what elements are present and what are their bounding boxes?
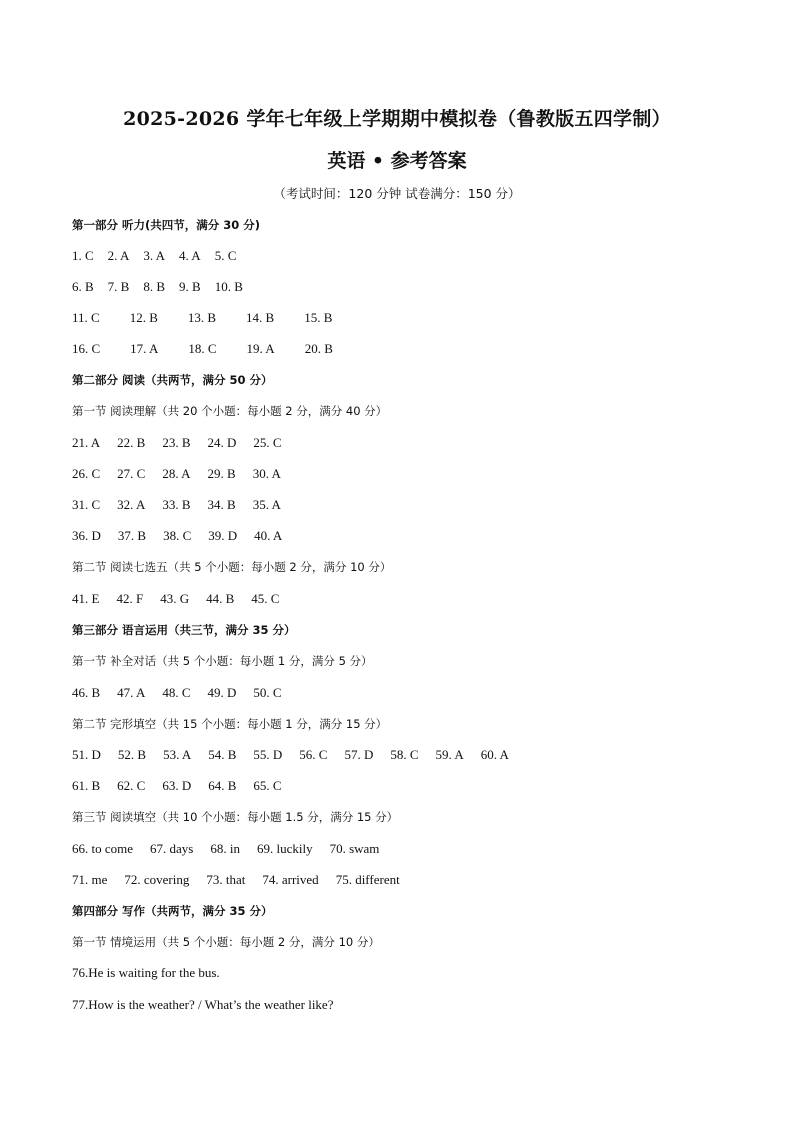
- answer-item: 10. B: [214, 279, 243, 294]
- part3-section1-heading: 第一节 补全对话（共 5 个小题：每小题 1 分，满分 5 分）: [72, 654, 373, 668]
- part2-section2-heading: 第二节 阅读七选五（共 5 个小题：每小题 2 分，满分 10 分）: [72, 560, 392, 574]
- answer-row: [72, 340, 333, 358]
- answer-item: 42. F: [116, 591, 144, 606]
- answer-item: 52. B: [117, 747, 147, 762]
- answer-row: [72, 840, 379, 858]
- part2-section1-heading: 第一节 阅读理解（共 20 个小题：每小题 2 分，满分 40 分）: [72, 404, 388, 418]
- answer-item: 48. C: [162, 685, 191, 700]
- answer-item: 3. A: [143, 248, 166, 263]
- answer-item: 20. B: [304, 341, 333, 356]
- answer-item: 73. that: [206, 872, 246, 887]
- answer-item: 26. C: [72, 466, 101, 481]
- answer-item: 30. A: [252, 466, 281, 481]
- answer-item: 11. C: [72, 310, 100, 325]
- answer-item: 63. D: [162, 778, 192, 793]
- answer-row: [72, 777, 282, 795]
- answer-item: 62. C: [117, 778, 146, 793]
- part2-heading: 第二部分 阅读（共两节，满分 50 分）: [72, 373, 273, 387]
- answer-item: 41. E: [72, 591, 100, 606]
- part3-section3-heading: 第三节 阅读填空（共 10 个小题：每小题 1.5 分，满分 15 分）: [72, 810, 399, 824]
- answer-item: 53. A: [163, 747, 192, 762]
- part4-heading: 第四部分 写作（共两节，满分 35 分）: [72, 904, 273, 918]
- part3-heading: 第三部分 语言运用（共三节，满分 35 分）: [72, 623, 296, 637]
- answer-item: 64. B: [208, 778, 237, 793]
- answer-row: [72, 465, 281, 483]
- answer-item: 56. C: [299, 747, 328, 762]
- part3-section2-heading: 第二节 完形填空（共 15 个小题：每小题 1 分，满分 15 分）: [72, 717, 388, 731]
- answer-item: 29. B: [207, 466, 236, 481]
- answer-item: 36. D: [72, 528, 101, 543]
- answer-item: 51. D: [72, 747, 101, 762]
- answer-item: 55. D: [253, 747, 283, 762]
- answer-item: 18. C: [188, 341, 217, 356]
- answer-item: 31. C: [72, 497, 101, 512]
- answer-item: 9. B: [179, 279, 201, 294]
- answer-row: [72, 434, 282, 452]
- answer-row: [72, 278, 243, 296]
- answer-77: 77.How is the weather? / What’s the weather like?: [72, 997, 334, 1012]
- answer-item: 21. A: [72, 435, 101, 450]
- answer-item: 17. A: [130, 341, 159, 356]
- answer-item: 16. C: [72, 341, 101, 356]
- answer-item: 54. B: [208, 747, 237, 762]
- answer-item: 40. A: [254, 528, 283, 543]
- document-subtitle: 英语 • 参考答案: [327, 150, 467, 172]
- answer-row: [72, 746, 509, 764]
- answer-item: 14. B: [246, 310, 275, 325]
- answer-row: [72, 309, 332, 327]
- answer-item: 7. B: [107, 279, 130, 294]
- answer-item: 24. D: [207, 435, 237, 450]
- answer-item: 60. A: [480, 747, 509, 762]
- answer-item: 1. C: [72, 248, 94, 263]
- answer-item: 15. B: [304, 310, 333, 325]
- answer-row: [72, 590, 279, 608]
- answer-item: 35. A: [252, 497, 281, 512]
- answer-row: [72, 871, 400, 889]
- part4-section1-heading: 第一节 情境运用（共 5 个小题：每小题 2 分，满分 10 分）: [72, 935, 380, 949]
- answer-item: 44. B: [206, 591, 235, 606]
- answer-item: 4. A: [179, 248, 201, 263]
- answer-row: [72, 527, 282, 545]
- answer-item: 43. G: [160, 591, 190, 606]
- answer-item: 23. B: [162, 435, 191, 450]
- answer-item: 12. B: [129, 310, 158, 325]
- answer-row: [72, 247, 236, 265]
- answer-item: 27. C: [117, 466, 146, 481]
- answer-item: 50. C: [253, 685, 282, 700]
- answer-item: 67. days: [150, 841, 194, 856]
- answer-item: 13. B: [187, 310, 217, 325]
- answer-item: 37. B: [117, 528, 147, 543]
- answer-item: 68. in: [210, 841, 240, 856]
- answer-item: 75. different: [335, 872, 400, 887]
- answer-item: 22. B: [117, 435, 146, 450]
- answer-item: 46. B: [72, 685, 101, 700]
- answer-item: 34. B: [207, 497, 236, 512]
- answer-item: 58. C: [390, 747, 419, 762]
- answer-item: 45. C: [251, 591, 280, 606]
- answer-item: 74. arrived: [262, 872, 319, 887]
- answer-item: 69. luckily: [256, 841, 313, 856]
- answer-item: 72. covering: [124, 872, 190, 887]
- document-title: 2025-2026 学年七年级上学期期中模拟卷（鲁教版五四学制）: [123, 108, 671, 130]
- answer-item: 71. me: [72, 872, 108, 887]
- answer-item: 61. B: [72, 778, 101, 793]
- answer-item: 33. B: [162, 497, 191, 512]
- answer-item: 25. C: [253, 435, 282, 450]
- answer-row: [72, 684, 282, 702]
- answer-item: 47. A: [117, 685, 146, 700]
- answer-item: 19. A: [246, 341, 275, 356]
- answer-item: 70. swam: [329, 841, 380, 856]
- answer-item: 65. C: [253, 778, 282, 793]
- answer-item: 38. C: [163, 528, 192, 543]
- answer-item: 59. A: [435, 747, 464, 762]
- answer-item: 32. A: [117, 497, 146, 512]
- answer-row: [72, 496, 281, 514]
- answer-item: 57. D: [344, 747, 374, 762]
- part1-heading: 第一部分 听力(共四节，满分 30 分): [72, 218, 261, 232]
- answer-item: 6. B: [72, 279, 94, 294]
- answer-76: 76.He is waiting for the bus.: [72, 965, 220, 980]
- answer-item: 66. to come: [72, 841, 134, 856]
- answer-item: 8. B: [143, 279, 166, 294]
- answer-item: 5. C: [214, 248, 237, 263]
- exam-info: （考试时间：120 分钟 试卷满分：150 分）: [273, 186, 521, 201]
- answer-item: 2. A: [107, 248, 130, 263]
- answer-item: 28. A: [162, 466, 191, 481]
- answer-item: 39. D: [208, 528, 238, 543]
- answer-item: 49. D: [207, 685, 237, 700]
